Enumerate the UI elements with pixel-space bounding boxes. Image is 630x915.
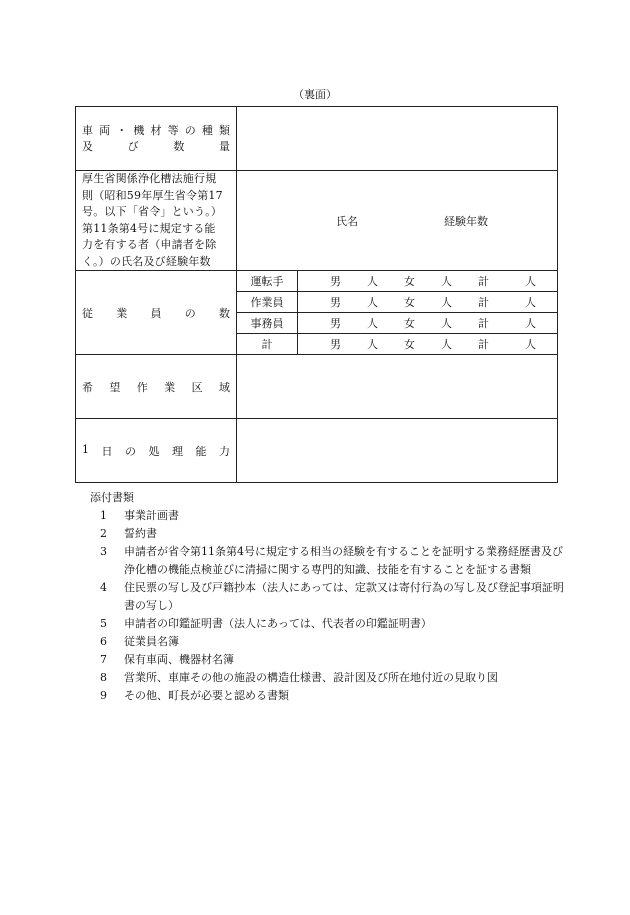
daily-capacity-input-cell[interactable]: [237, 419, 558, 483]
attachment-item: 4 住民票の写し及び戸籍抄本（法人にあっては、定款又は寄付行為の写し及び登記事項証明書の写し）: [100, 581, 564, 612]
count-cell[interactable]: 男 人 女 人 計 人: [298, 334, 558, 355]
attachment-item: 3 申請者が省令第11条第4号に規定する相当の経験を有することを証明する業務経歴書及び浄化槽の機能点検並びに清掃に関する専門的知識、技能を有することを証する書類: [100, 545, 563, 576]
attachment-item: 9 その他、町長が必要と認める書類: [100, 689, 289, 702]
attachment-item: 5 申請者の印鑑証明書（法人にあっては、代表者の印鑑証明書）: [100, 617, 432, 630]
attachment-item: 1 事業計画書: [100, 509, 179, 522]
count-cell[interactable]: 男 人 女 人 計 人: [298, 292, 558, 313]
vehicle-label: [76, 107, 237, 171]
vehicle-input-cell[interactable]: [237, 107, 558, 171]
count-cell[interactable]: 男 人 女 人 計 人: [298, 313, 558, 334]
attachment-item: 7 保有車両、機器材名簿: [100, 653, 234, 666]
attachment-item: 6 従業員名簿: [100, 635, 179, 648]
attachment-item: 8 営業所、車庫その他の施設の構造仕様書、設計図及び所在地付近の見取り図: [100, 671, 498, 684]
work-area-label: 希 望 作 業 区 域: [76, 355, 237, 419]
name-column-header: 氏名: [336, 214, 358, 228]
work-area-input-cell[interactable]: [237, 355, 558, 419]
role-label: 運転手: [237, 271, 298, 292]
attachments-heading: 添付書類: [90, 491, 134, 504]
page-title: （裏面）: [293, 88, 337, 101]
work-area-row: [76, 355, 558, 419]
attachments-list: [90, 489, 570, 705]
role-label: 計: [237, 334, 298, 355]
years-column-header: 経験年数: [444, 214, 488, 228]
vehicle-label-line2: 及 び 数 量: [82, 139, 230, 153]
vehicle-row: [76, 107, 558, 171]
employees-label: 従 業 員 の 数: [76, 271, 237, 355]
license-holder-row: [76, 171, 558, 271]
vehicle-label-line1: 車 両 ・ 機 材 等 の 種 類: [82, 123, 230, 137]
license-holder-label: 厚生省関係浄化槽法施行規 則（昭和59年厚生省令第17 号。以下「省令」という。） 第11条第4号に規定する能 力を有する者（申請者を除 く。）の氏名及び経験年数: [76, 171, 237, 271]
daily-capacity-label: 1 日 の 処 理 能 力: [76, 419, 237, 483]
role-label: 作業員: [237, 292, 298, 313]
license-holder-input-cell[interactable]: [237, 171, 558, 271]
application-form-table: [75, 106, 558, 483]
daily-capacity-row: [76, 419, 558, 483]
count-cell[interactable]: 男 人 女 人 計 人: [298, 271, 558, 292]
role-label: 事務員: [237, 313, 298, 334]
employee-row-driver: [76, 271, 558, 292]
attachment-item: 2 誓約書: [100, 527, 157, 540]
